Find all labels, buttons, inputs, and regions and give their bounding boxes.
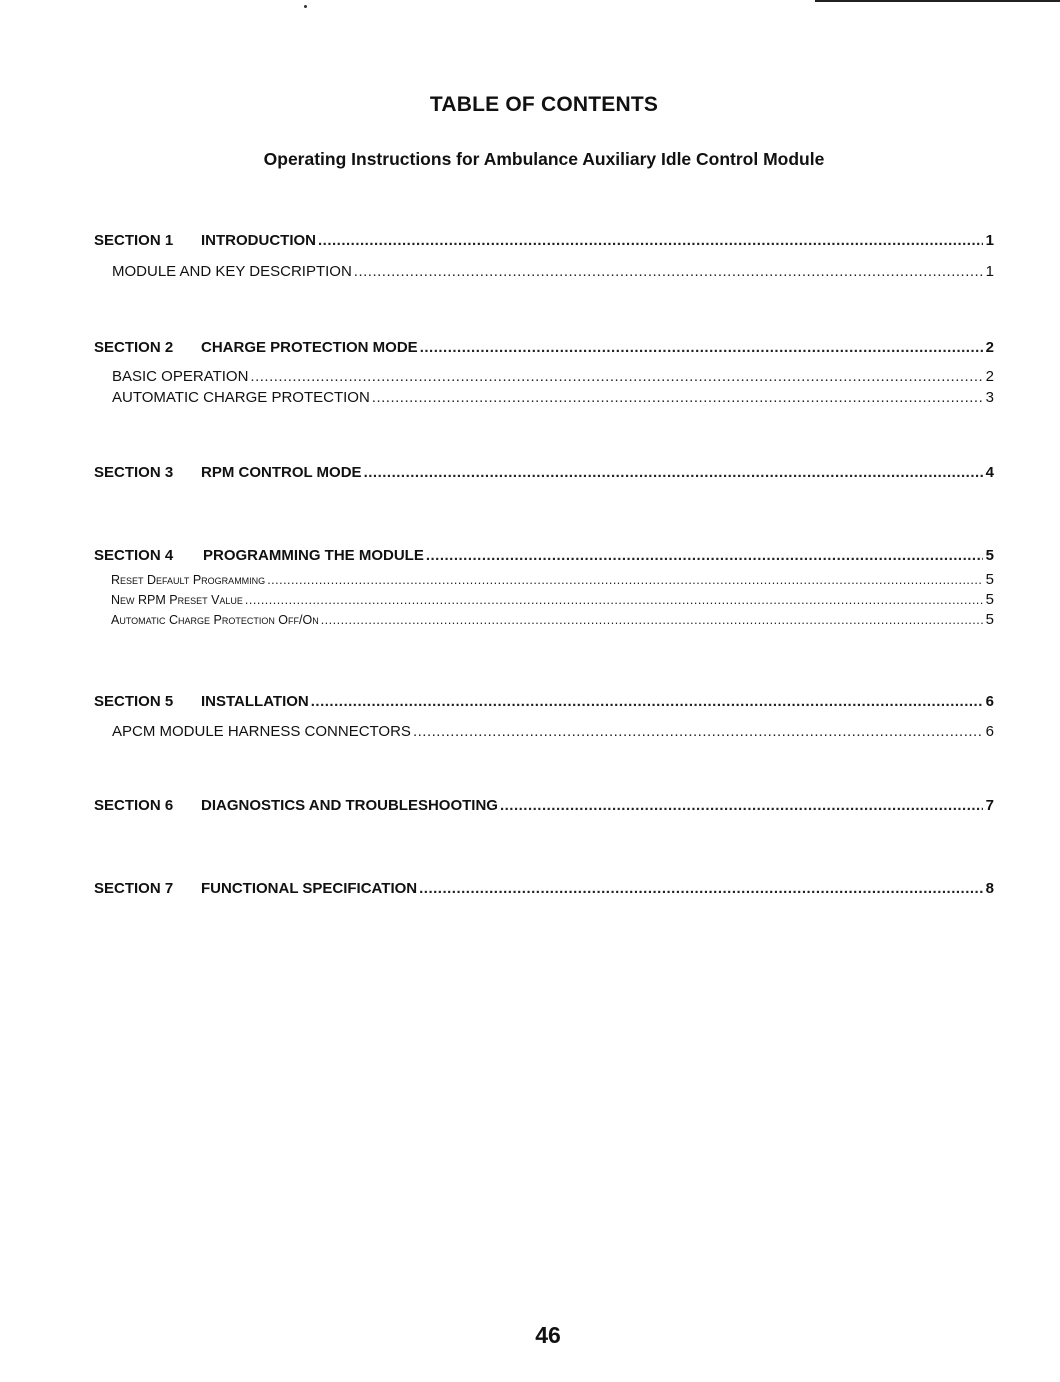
entry-page-number: 2 <box>985 368 994 385</box>
section-page-number: 4 <box>985 464 994 481</box>
toc-section-6 <box>94 797 994 814</box>
dot-leader <box>372 389 983 406</box>
entry-title: Automatic Charge Protection Off/On <box>111 613 319 627</box>
entry-page-number: 3 <box>985 389 994 406</box>
section-number: SECTION 7 <box>94 880 174 897</box>
section-page-number: 8 <box>985 880 994 897</box>
toc-section-2 <box>94 339 994 406</box>
scan-speck <box>304 5 307 8</box>
dot-leader <box>354 263 983 280</box>
toc-section-row <box>94 880 994 897</box>
toc-section-1 <box>94 232 994 280</box>
section-number: SECTION 2 <box>94 339 174 356</box>
toc-section-4 <box>94 547 994 628</box>
dot-leader <box>413 723 983 740</box>
entry-title: APCM MODULE HARNESS CONNECTORS <box>112 723 411 740</box>
entry-page-number: 1 <box>985 263 994 280</box>
toc-entry-row <box>94 592 994 608</box>
section-number: SECTION 4 <box>94 547 174 564</box>
dot-leader <box>420 339 983 356</box>
toc-section-row <box>94 547 994 564</box>
entry-title: AUTOMATIC CHARGE PROTECTION <box>112 389 370 406</box>
section-page-number: 2 <box>985 339 994 356</box>
scan-edge-line <box>815 0 1060 2</box>
section-title: RPM CONTROL MODE <box>201 464 362 481</box>
section-page-number: 6 <box>985 693 994 710</box>
section-title: INSTALLATION <box>201 693 309 710</box>
dot-leader <box>245 592 983 608</box>
toc-section-3 <box>94 464 994 481</box>
entry-title: MODULE AND KEY DESCRIPTION <box>112 263 352 280</box>
entry-page-number: 5 <box>985 591 994 608</box>
section-title: DIAGNOSTICS AND TROUBLESHOOTING <box>201 797 498 814</box>
dot-leader <box>419 880 983 897</box>
section-page-number: 5 <box>985 547 994 564</box>
toc-section-row <box>94 339 994 356</box>
section-number: SECTION 3 <box>94 464 174 481</box>
entry-title: New RPM Preset Value <box>111 593 243 607</box>
section-number: SECTION 6 <box>94 797 174 814</box>
toc-entry-row <box>94 368 994 385</box>
toc-section-row <box>94 797 994 814</box>
dot-leader <box>318 232 983 249</box>
section-title: PROGRAMMING THE MODULE <box>203 547 424 564</box>
page-number: 46 <box>535 1322 561 1348</box>
toc-entry-row <box>94 572 994 588</box>
toc-section-7 <box>94 880 994 897</box>
toc-section-row <box>94 464 994 481</box>
toc-section-row <box>94 693 994 710</box>
entry-page-number: 5 <box>985 571 994 588</box>
page-title: TABLE OF CONTENTS <box>429 93 659 116</box>
entry-title: BASIC OPERATION <box>112 368 249 385</box>
entry-title: Reset Default Programming <box>111 573 266 587</box>
dot-leader <box>426 547 983 564</box>
section-number: SECTION 5 <box>94 693 174 710</box>
section-number: SECTION 1 <box>94 232 174 249</box>
entry-page-number: 6 <box>985 723 994 740</box>
section-title: INTRODUCTION <box>201 232 316 249</box>
toc-entry-row <box>94 263 994 280</box>
toc-entry-row <box>94 389 994 406</box>
section-page-number: 1 <box>985 232 994 249</box>
page-subtitle: Operating Instructions for Ambulance Auxiliary Idle Control Module <box>263 149 825 169</box>
toc-entry-row <box>94 723 994 740</box>
section-title: FUNCTIONAL SPECIFICATION <box>201 880 418 897</box>
dot-leader <box>500 797 983 814</box>
dot-leader <box>311 693 983 710</box>
toc-section-5 <box>94 693 994 740</box>
entry-page-number: 5 <box>985 611 994 628</box>
dot-leader <box>364 464 983 481</box>
dot-leader <box>321 612 983 628</box>
toc-entry-row <box>94 612 994 628</box>
section-page-number: 7 <box>985 797 994 814</box>
toc-section-row <box>94 232 994 249</box>
dot-leader <box>267 572 982 588</box>
section-title: CHARGE PROTECTION MODE <box>201 339 418 356</box>
dot-leader <box>250 368 982 385</box>
